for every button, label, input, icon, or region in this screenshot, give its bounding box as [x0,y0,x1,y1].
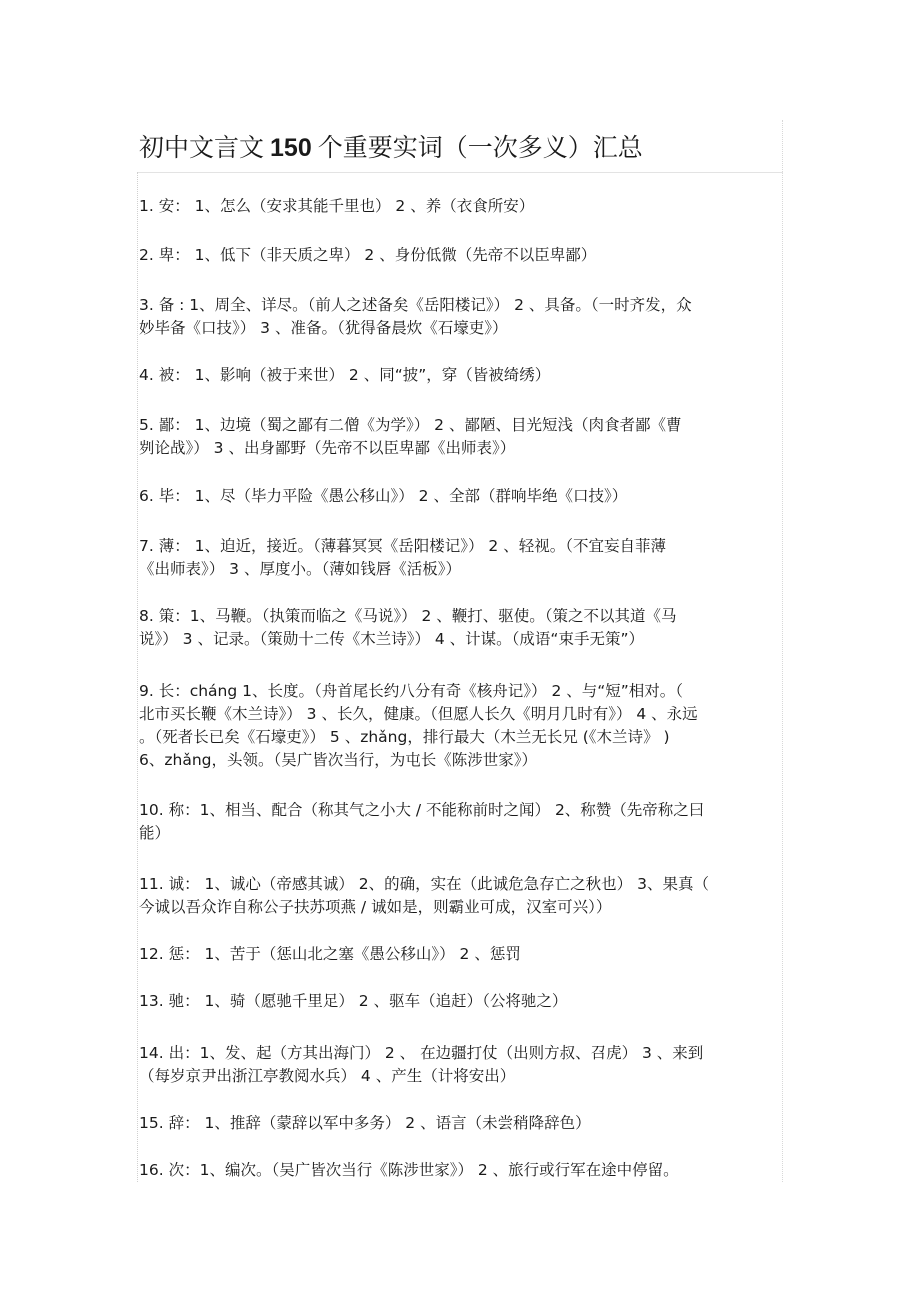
entry-line: （每岁京尹出浙江亭教阅水兵） 4 、产生（计将安出） [139,1067,516,1085]
entry-12 [139,943,784,966]
entry-2 [139,244,784,267]
entry-line: 4. 被： 1、影响（被于来世） 2 、同“披”，穿（皆被绮绣） [139,366,551,384]
entry-9 [139,680,784,772]
entry-5 [139,414,784,460]
entry-1 [139,195,784,218]
entry-10 [139,799,784,845]
entry-line: 《出师表》） 3 、厚度小。（薄如钱唇《活板》） [139,560,461,578]
entry-line: 。（死者长已矣《石壕吏》） 5 、zhǎng，排行最大（木兰无长兄 (《木兰诗》 ) [139,728,670,746]
entry-line: 5. 鄙： 1、边境（蜀之鄙有二僧《为学》） 2 、鄙陋、目光短浅（肉食者鄙《曹 [139,416,682,434]
title-number: 150 [270,134,312,162]
entry-line: 8. 策：1、马鞭。（执策而临之《马说》） 2 、鞭打、驱使。（策之不以其道《马 [139,607,677,625]
entry-line: 刿论战》） 3 、出身鄙野（先帝不以臣卑鄙《出师表》） [139,439,516,457]
entry-3 [139,294,784,340]
entry-8 [139,605,784,651]
entry-line: 北市买长鞭《木兰诗》） 3 、长久，健康。（但愿人长久《明月几时有》） 4 、永远 [139,705,698,723]
title-suffix: 个重要实词（一次多义）汇总 [317,133,643,162]
entry-line: 能） [139,824,171,842]
entry-7 [139,535,784,581]
title-prefix: 初中文言文 [139,133,265,162]
entry-line: 15. 辞： 1、推辞（蒙辞以军中多务） 2 、语言（未尝稍降辞色） [139,1114,591,1132]
header-divider [138,172,783,173]
entry-line: 12. 惩： 1、苦于（惩山北之塞《愚公移山》） 2 、惩罚 [139,945,521,963]
entry-line: 9. 长：cháng 1、长度。（舟首尾长约八分有奇《核舟记》） 2 、与“短”相对。（ [139,682,684,700]
entry-6 [139,485,784,508]
entry-line: 7. 薄： 1、迫近，接近。（薄暮冥冥《岳阳楼记》） 2 、轻视。（不宜妄自菲薄 [139,537,666,555]
document-title [139,131,779,165]
entry-13 [139,990,784,1013]
left-margin-rule [137,172,138,1182]
entry-line: 2. 卑： 1、低下（非天质之卑） 2 、身份低微（先帝不以臣卑鄙） [139,246,597,264]
entry-14 [139,1042,784,1088]
entry-16 [139,1159,784,1182]
entry-line: 1. 安： 1、怎么（安求其能千里也） 2 、养（衣食所安） [139,197,535,215]
entry-line: 3. 备 : 1、周全、详尽。（前人之述备矣《岳阳楼记》） 2 、具备。（一时齐发，众 [139,296,692,314]
entry-line: 11. 诚： 1、诚心（帝感其诚） 2、的确，实在（此诚危急存亡之秋也） 3、果真（ [139,875,709,893]
entry-line: 6、zhǎng，头领。（吴广皆次当行，为屯长《陈涉世家》） [139,751,537,769]
entry-line: 说》） 3 、记录。（策勋十二传《木兰诗》） 4 、计谋。（成语“束手无策”） [139,630,644,648]
entry-line: 6. 毕： 1、尽（毕力平险《愚公移山》） 2 、全部（群响毕绝《口技》） [139,487,628,505]
entry-line: 今诚以吾众诈自称公子扶苏项燕 / 诚如是，则霸业可成，汉室可兴）） [139,898,612,916]
right-margin-rule [782,120,783,1182]
entry-4 [139,364,784,387]
entry-11 [139,873,784,919]
entry-15 [139,1112,784,1135]
entry-line: 13. 驰： 1、骑（愿驰千里足） 2 、驱车（追赶）（公将驰之） [139,992,568,1010]
entry-line: 16. 次：1、编次。（吴广皆次当行《陈涉世家》） 2 、旅行或行军在途中停留。 [139,1161,679,1179]
entry-line: 14. 出：1、发、起（方其出海门） 2 、 在边疆打仗（出则方叔、召虎） 3 、来到 [139,1044,704,1062]
entry-line: 10. 称：1、相当、配合（称其气之小大 / 不能称前时之闻） 2、称赞（先帝称之曰 [139,801,705,819]
entry-line: 妙毕备《口技》） 3 、准备。（犹得备晨炊《石壕吏》） [139,319,508,337]
